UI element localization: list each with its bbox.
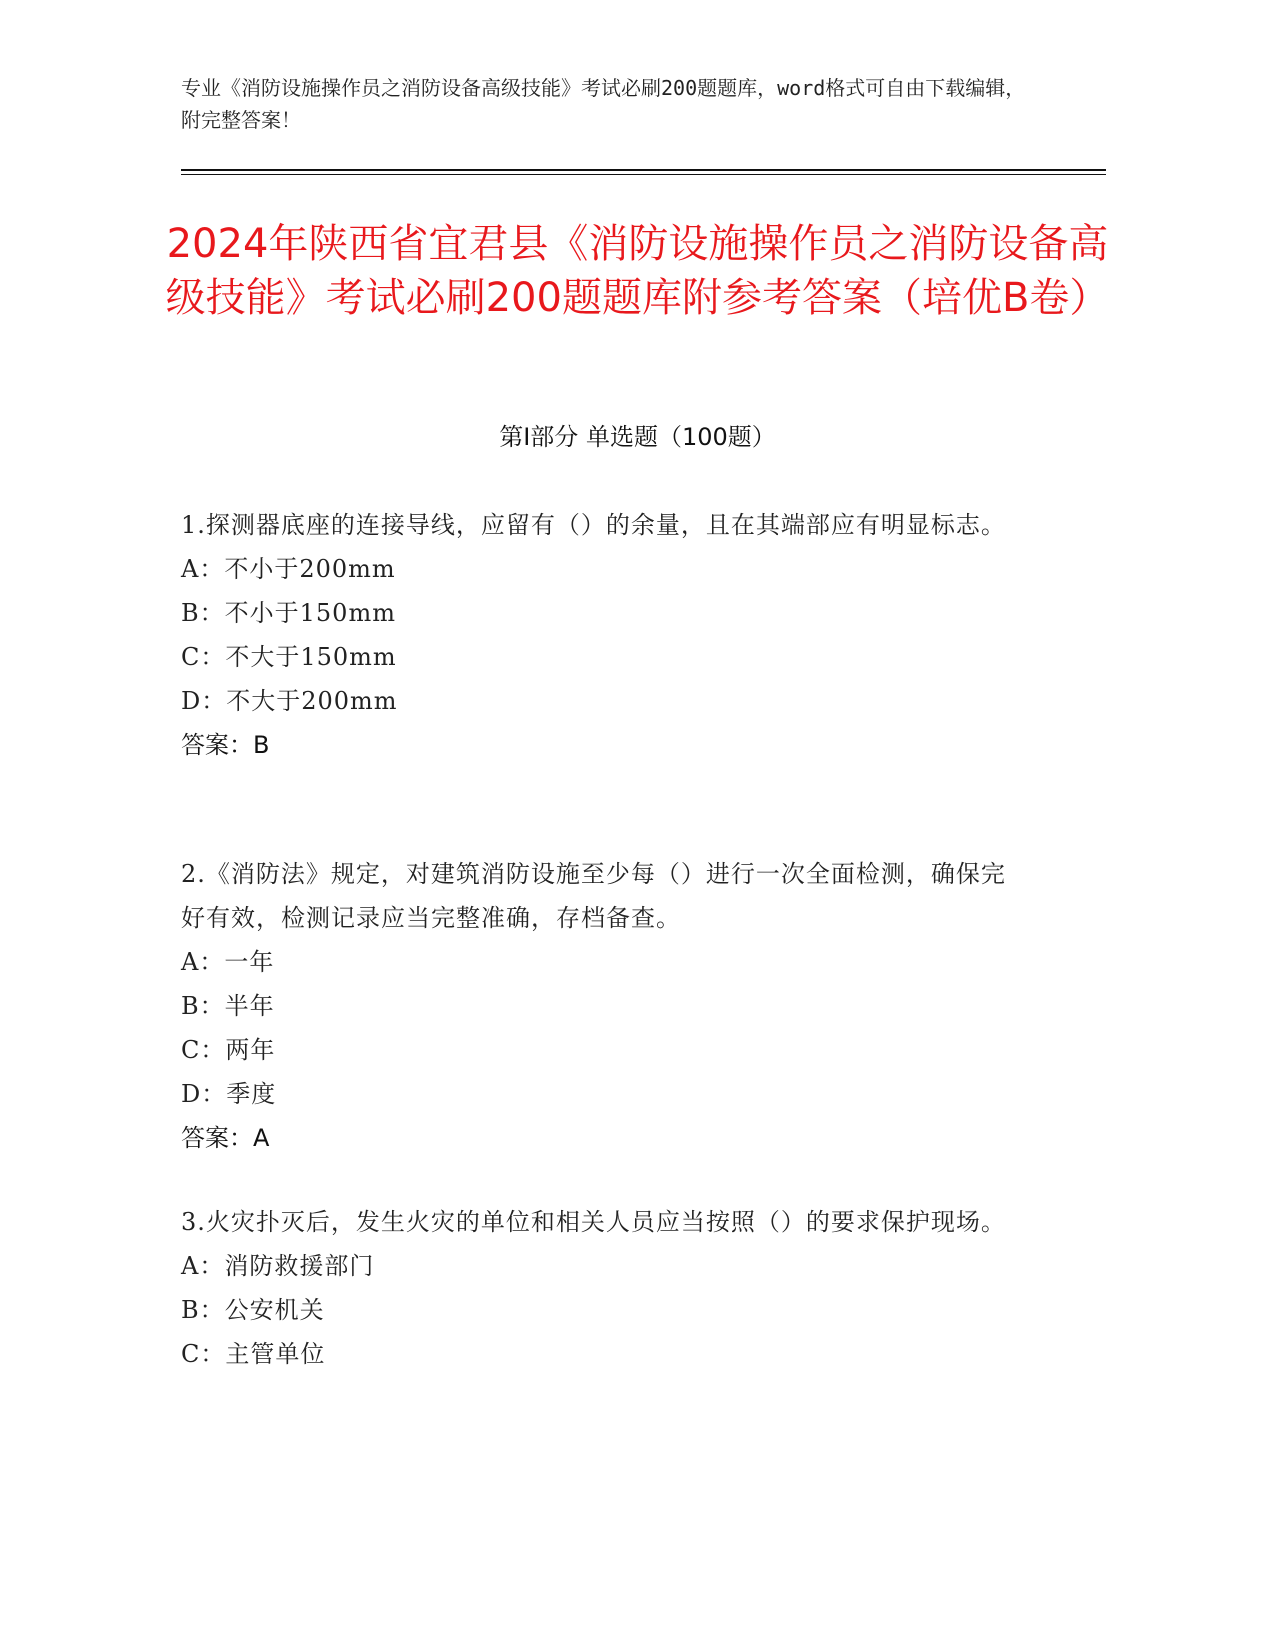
header-rule-thin [181, 174, 1106, 175]
option-d: D：季度 [181, 1080, 277, 1108]
option-a: A：不小于200mm [181, 555, 396, 583]
option-a: A：一年 [181, 948, 275, 976]
question-2 [181, 852, 1021, 1160]
question-3 [181, 1200, 1021, 1376]
header-note: 专业《消防设施操作员之消防设备高级技能》考试必刷200题题库，word格式可自由下载编辑，附完整答案！ [181, 76, 1026, 132]
section-heading: 第I部分 单选题（100题） [499, 423, 776, 451]
document-title: 2024年陕西省宜君县《消防设施操作员之消防设备高级技能》考试必刷200题题库附参考答案（培优B卷） [165, 221, 1110, 321]
option-d: D：不大于200mm [181, 687, 398, 715]
option-b: B：不小于150mm [181, 599, 396, 627]
option-a: A：消防救援部门 [181, 1252, 375, 1280]
option-b: B：半年 [181, 992, 275, 1020]
question-stem: 1.探测器底座的连接导线，应留有（）的余量，且在其端部应有明显标志。 [181, 511, 1006, 539]
option-c: C：不大于150mm [181, 643, 397, 671]
option-c: C：两年 [181, 1036, 276, 1064]
option-b: B：公安机关 [181, 1296, 325, 1324]
answer-line: 答案：A [181, 1124, 270, 1152]
answer-line: 答案：B [181, 731, 270, 759]
question-stem: 3.火灾扑灭后，发生火灾的单位和相关人员应当按照（）的要求保护现场。 [181, 1208, 1006, 1236]
question-stem: 2.《消防法》规定，对建筑消防设施至少每（）进行一次全面检测，确保完好有效，检测记录应当完整准确，存档备查。 [181, 860, 1006, 932]
option-c: C：主管单位 [181, 1340, 326, 1368]
question-1 [181, 503, 1021, 767]
header-rule-thick [181, 169, 1106, 171]
